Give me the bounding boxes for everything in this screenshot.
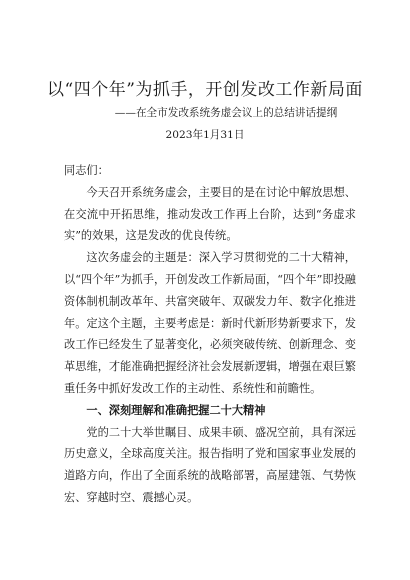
document-body bbox=[64, 160, 356, 509]
document-title: 以“四个年”为抓手，开创发改工作新局面 bbox=[47, 80, 363, 100]
document-subtitle: ——在全市发改系统务虚会议上的总结讲话提纲 bbox=[114, 107, 338, 119]
salutation: 同志们： bbox=[64, 164, 109, 177]
section-heading-1: 一、深刻理解和准确把握二十大精神 bbox=[86, 402, 266, 417]
paragraph-section-1: 党的二十大举世瞩目、成果丰硕、盛况空前，具有深远历史意义，全球高度关注。报告指明了党和国家事业发展的道路方向，作出了全面系统的战略部署，高屋建瓴、气势恢宏、穿越时空、震撼心灵。 bbox=[64, 425, 356, 504]
document-date: 2023年1月31日 bbox=[165, 129, 245, 141]
paragraph-theme: 这次务虚会的主题是：深入学习贯彻党的二十大精神，以“四个年”为抓手，开创发改工作新局面，“四个年”即投融资体制机制改革年、共富突破年、双碳发力年、数字化推进年。定这个主题，主要考虑是：新时代新形势新要求下，发改工作已经发生了显著变化，必须突破传统、创新理念、变革思维，才能准确把握经济社会发展新逻辑，增强在艰巨繁重任务中抓好发改工作的主动性、系统性和前瞻性。 bbox=[64, 251, 356, 395]
paragraph-opening: 今天召开系统务虚会，主要目的是在讨论中解放思想、在交流中开拓思维，推动发改工作再上台阶，达到“务虚求实”的效果，这是发改的优良传统。 bbox=[64, 185, 356, 243]
